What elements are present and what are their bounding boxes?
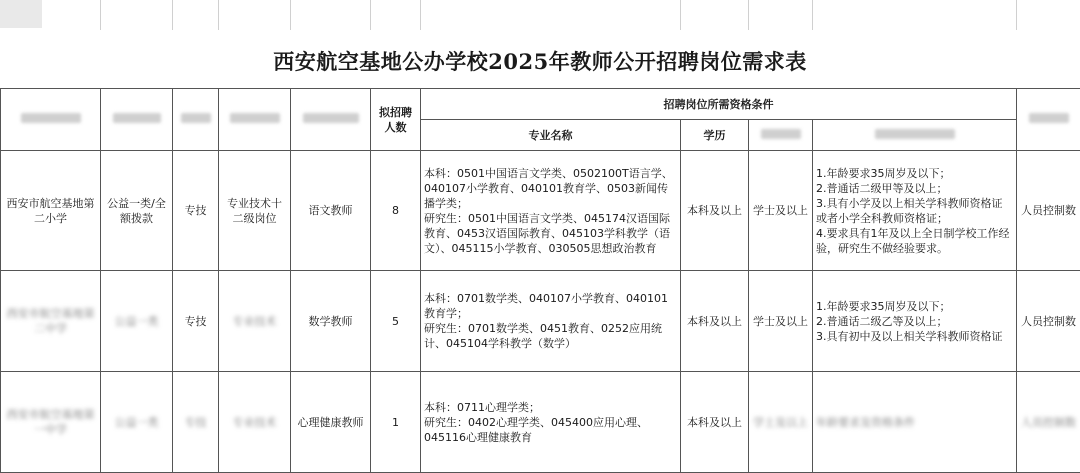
cell-school: 西安市航空基地第二小学	[1, 151, 101, 271]
header-category	[173, 89, 219, 151]
cell-position: 语文教师	[291, 151, 371, 271]
cell-school: 西安市航空基地第二中学	[1, 271, 101, 372]
cell-level: 专业技术十二级岗位	[219, 151, 291, 271]
cell-major: 本科：0711心理学类； 研究生：0402心理学类、045400应用心理、045116心理健康教育	[421, 372, 681, 473]
header-level	[219, 89, 291, 151]
cell-funding: 公益一类	[101, 372, 173, 473]
header-degree	[749, 120, 813, 151]
cell-degree: 学士及以上	[749, 151, 813, 271]
header-position	[291, 89, 371, 151]
cell-position: 心理健康教师	[291, 372, 371, 473]
recruitment-table	[0, 88, 1080, 473]
cell-education: 本科及以上	[681, 271, 749, 372]
cell-other: 1.年龄要求35周岁及以下； 2.普通话二级乙等及以上； 3.具有初中及以上相关学科教师资格证	[813, 271, 1017, 372]
cell-count: 1	[371, 372, 421, 473]
blurred-corner-box	[0, 0, 42, 28]
cell-level: 专业技术	[219, 372, 291, 473]
cell-major: 本科：0501中国语言文学类、0502100T语言学、040107小学教育、040101教育学、0503新闻传播学类； 研究生：0501中国语言文学类、045174汉语国际教育、0453汉语国际教育、045103学科教学（语文）、045115小学教育、030505思想政治教育	[421, 151, 681, 271]
cell-education: 本科及以上	[681, 151, 749, 271]
header-education: 学历	[681, 120, 749, 151]
header-major: 专业名称	[421, 120, 681, 151]
cell-major: 本科：0701数学类、040107小学教育、040101教育学； 研究生：0701数学类、0451教育、0252应用统计、045104学科教学（数学）	[421, 271, 681, 372]
cell-other: 年龄要求及资格条件	[813, 372, 1017, 473]
header-school	[1, 89, 101, 151]
cell-category: 专技	[173, 151, 219, 271]
table-row	[1, 271, 1080, 372]
header-count: 拟招聘人数	[371, 89, 421, 151]
cell-level: 专业技术	[219, 271, 291, 372]
cell-note: 人员控制数	[1017, 271, 1080, 372]
cell-count: 8	[371, 151, 421, 271]
cell-category: 专技	[173, 372, 219, 473]
cell-degree: 学士及以上	[749, 271, 813, 372]
cell-funding: 公益一类	[101, 271, 173, 372]
cell-other: 1.年龄要求35周岁及以下； 2.普通话二级甲等及以上； 3.具有小学及以上相关学科教师资格证或者小学全科教师资格证； 4.要求具有1年及以上全日制学校工作经验，研究生不做经验要求。	[813, 151, 1017, 271]
table-row	[1, 151, 1080, 271]
cell-degree: 学士及以上	[749, 372, 813, 473]
cell-funding: 公益一类/全额拨款	[101, 151, 173, 271]
page-title: 西安航空基地公办学校2025年教师公开招聘岗位需求表	[0, 46, 1080, 76]
cell-note: 人员控制数	[1017, 151, 1080, 271]
cell-category: 专技	[173, 271, 219, 372]
table-row	[1, 372, 1080, 473]
cell-note: 人员控制数	[1017, 372, 1080, 473]
header-conditions: 招聘岗位所需资格条件	[421, 89, 1017, 120]
toolbar-strip	[0, 0, 1080, 36]
cell-school: 西安市航空基地第一中学	[1, 372, 101, 473]
cell-count: 5	[371, 271, 421, 372]
cell-position: 数学教师	[291, 271, 371, 372]
header-other	[813, 120, 1017, 151]
header-note	[1017, 89, 1080, 151]
cell-education: 本科及以上	[681, 372, 749, 473]
header-row-1	[1, 89, 1080, 120]
header-funding	[101, 89, 173, 151]
